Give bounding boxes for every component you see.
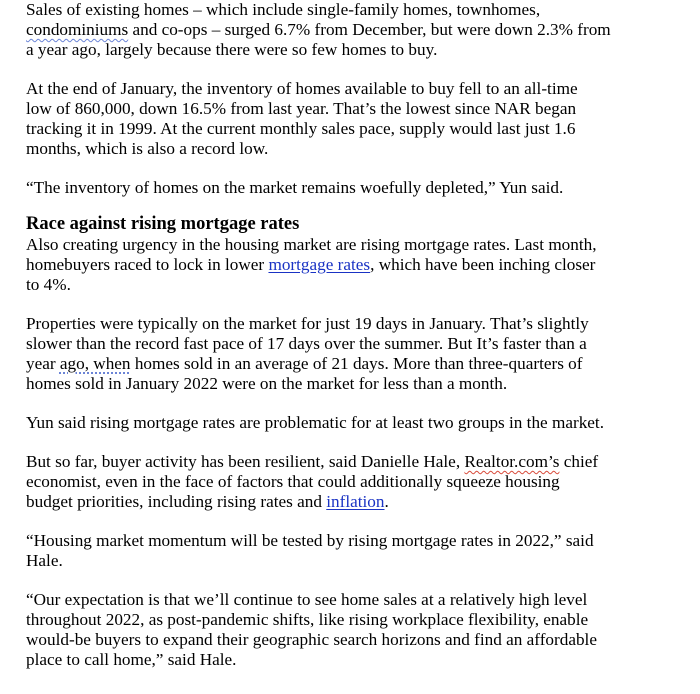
text-line: homebuyers raced to lock in lower [26, 255, 269, 274]
text-line: Properties were typically on the market for just 19 days in January. That’s slightly [26, 314, 589, 333]
paragraph-spacer [26, 512, 676, 531]
text-line: , which have been inching closer [370, 255, 596, 274]
paragraph-spacer [26, 60, 676, 79]
paragraph-mortgage-urgency [26, 235, 676, 295]
paragraph-days-on-market [26, 314, 676, 394]
section-heading: Race against rising mortgage rates [26, 214, 300, 234]
text-line: months, which is also a record low. [26, 139, 269, 158]
paragraph-spacer [26, 433, 676, 452]
spellcheck-flagged-word[interactable]: Realtor.com’s [464, 452, 560, 471]
text-line: a year ago, largely because there were so few homes to buy. [26, 40, 438, 59]
text-line: tracking it in 1999. At the current monthly sales pace, supply would last just 1.6 [26, 119, 576, 138]
paragraph-spacer [26, 394, 676, 413]
paragraph-spacer [26, 198, 676, 213]
text-line: chief [559, 452, 599, 471]
spellcheck-flagged-word[interactable]: condominiums [26, 20, 129, 39]
text-line: to 4%. [26, 275, 71, 294]
text-line: Yun said rising mortgage rates are problematic for at least two groups in the market. [26, 413, 604, 432]
paragraph-buyer-activity [26, 452, 676, 512]
paragraph-inventory [26, 79, 676, 159]
text-line: slower than the record fast pace of 17 days over the summer. But It’s faster than a [26, 334, 587, 353]
paragraph-yun-quote [26, 178, 676, 198]
text-line: “Our expectation is that we’ll continue to see home sales at a relatively high level [26, 590, 588, 609]
text-line: But so far, buyer activity has been resilient, said Danielle Hale, [26, 452, 465, 471]
grammar-flagged-phrase[interactable]: ago, when [59, 354, 131, 373]
text-line: place to call home,” said Hale. [26, 650, 237, 669]
text-line: . [384, 492, 389, 511]
paragraph-spacer [26, 295, 676, 314]
text-line: “Housing market momentum will be tested by rising mortgage rates in 2022,” said [26, 531, 594, 550]
text-line: low of 860,000, down 16.5% from last year. That’s the lowest since NAR began [26, 99, 577, 118]
article-body [26, 0, 676, 670]
text-line: Sales of existing homes – which include single-family homes, townhomes, [26, 0, 541, 19]
paragraph-hale-quote-2 [26, 590, 676, 670]
text-line: year [26, 354, 60, 373]
text-line: throughout 2022, as post-pandemic shifts, like rising workplace flexibility, enable [26, 610, 589, 629]
paragraph-hale-quote-1 [26, 531, 676, 571]
text-line: would-be buyers to expand their geographic search horizons and find an affordable [26, 630, 597, 649]
paragraph-existing-home-sales [26, 0, 676, 60]
text-line: homes sold in January 2022 were on the market for less than a month. [26, 374, 508, 393]
text-line: and co-ops – surged 6.7% from December, but were down 2.3% from [128, 20, 611, 39]
paragraph-two-groups [26, 413, 676, 433]
text-line: Hale. [26, 551, 63, 570]
text-line: economist, even in the face of factors that could additionally squeeze housing [26, 472, 560, 491]
paragraph-spacer [26, 159, 676, 178]
text-line: budget priorities, including rising rates and [26, 492, 327, 511]
text-line: “The inventory of homes on the market remains woefully depleted,” Yun said. [26, 178, 564, 197]
text-line: At the end of January, the inventory of homes available to buy fell to an all-time [26, 79, 578, 98]
inflation-link[interactable]: inflation [326, 492, 385, 511]
text-line: homes sold in an average of 21 days. More than three-quarters of [130, 354, 583, 373]
mortgage-rates-link[interactable]: mortgage rates [268, 255, 371, 274]
paragraph-spacer [26, 571, 676, 590]
text-line: Also creating urgency in the housing market are rising mortgage rates. Last month, [26, 235, 597, 254]
